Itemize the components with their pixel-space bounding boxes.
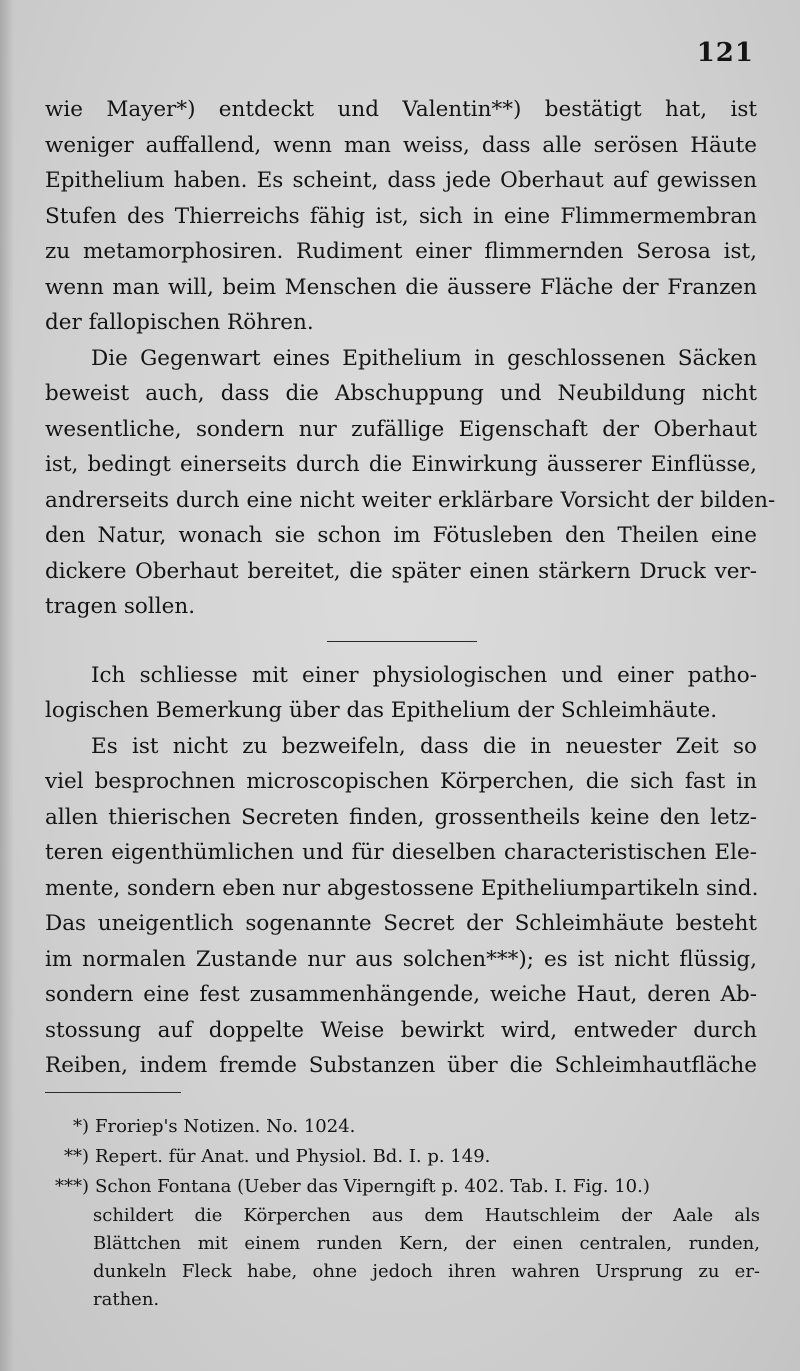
text-line: sondern eine fest zusammenhängende, weiche Haut, deren Ab- <box>45 982 757 1007</box>
text-line: zu metamorphosiren. Rudiment einer flimmernden Serosa ist, <box>45 239 757 264</box>
main-text <box>45 92 776 1084</box>
text-line: den Natur, wonach sie schon im Fötusleben den Theilen eine <box>45 523 757 548</box>
text-line: beweist auch, dass die Abschuppung und Neubildung nicht <box>45 381 757 406</box>
footnotes <box>45 1112 760 1314</box>
text-line: Epithelium haben. Es scheint, dass jede Oberhaut auf gewissen <box>45 168 757 193</box>
text-line: stossung auf doppelte Weise bewirkt wird, entweder durch <box>45 1017 757 1043</box>
text-line: der fallopischen Röhren. <box>45 310 314 335</box>
text-line: allen thierischen Secreten finden, grossentheils keine den letz- <box>45 804 757 830</box>
text-line: Ich schliesse mit einer physiologischen und einer patho- <box>91 662 757 688</box>
page-gutter-shadow <box>0 0 14 1371</box>
footnote <box>45 1142 760 1172</box>
text-line: Stufen des Thierreichs fähig ist, sich in eine Flimmermembran <box>45 203 757 229</box>
text-line: viel besprochnen microscopischen Körperchen, die sich fast in <box>45 769 757 794</box>
footnote-mark: *) <box>72 1116 89 1137</box>
text-line: wenn man will, beim Menschen die äussere Fläche der Franzen <box>45 274 757 300</box>
text-line: dickere Oberhaut bereitet, die später einen stärkern Druck ver- <box>45 558 757 584</box>
text-line: ist, bedingt einerseits durch die Einwirkung äusserer Einflüsse, <box>45 452 757 477</box>
text-line: teren eigenthümlichen und für dieselben characteristischen Ele- <box>45 840 757 865</box>
footnote-text: Froriep's Notizen. No. 1024. <box>95 1116 356 1137</box>
text-line: andrerseits durch eine nicht weiter erklärbare Vorsicht der bilden- <box>45 487 776 513</box>
text-line: logischen Bemerkung über das Epithelium der Schleimhäute. <box>45 698 718 723</box>
text-line: mente, sondern eben nur abgestossene Epitheliumpartikeln sind. <box>45 875 759 901</box>
footnote-text-line: schildert die Körperchen aus dem Hautschleim der Aale als <box>93 1205 760 1226</box>
text-line: im normalen Zustande nur aus solchen***); es ist nicht flüssig, <box>45 946 757 972</box>
text-line: weniger auffallend, wenn man weiss, dass alle serösen Häute <box>45 132 757 158</box>
text-line: wesentliche, sondern nur zufällige Eigenschaft der Oberhaut <box>45 416 757 442</box>
footnote-rule <box>45 1092 181 1093</box>
footnote <box>45 1172 760 1202</box>
footnote-mark: ***) <box>54 1176 89 1197</box>
footnote-mark: **) <box>63 1146 89 1167</box>
text-line: Reiben, indem fremde Substanzen über die Schleimhautfläche <box>45 1053 757 1078</box>
page-number: 121 <box>696 38 754 68</box>
footnote <box>45 1112 760 1142</box>
separator-rule <box>327 641 477 642</box>
footnote-text-line: rathen. <box>93 1289 160 1310</box>
footnote-text-line: dunkeln Fleck habe, ohne jedoch ihren wahren Ursprung zu er- <box>93 1261 760 1282</box>
footnote-text: Repert. für Anat. und Physiol. Bd. I. p. 149. <box>95 1146 491 1167</box>
text-line: wie Mayer*) entdeckt und Valentin**) bestätigt hat, ist <box>45 97 757 122</box>
text-line: Es ist nicht zu bezweifeln, dass die in neuester Zeit so <box>91 733 757 759</box>
text-line: tragen sollen. <box>45 594 196 619</box>
footnote-text-line: Blättchen mit einem runden Kern, der einen centralen, runden, <box>93 1233 760 1254</box>
text-line: Das uneigentlich sogenannte Secret der Schleimhäute besteht <box>45 911 757 936</box>
text-line: Die Gegenwart eines Epithelium in geschlossenen Säcken <box>91 345 757 371</box>
section-separator <box>45 625 757 658</box>
footnote-text: Schon Fontana (Ueber das Viperngift p. 402. Tab. I. Fig. 10.) <box>95 1176 650 1197</box>
